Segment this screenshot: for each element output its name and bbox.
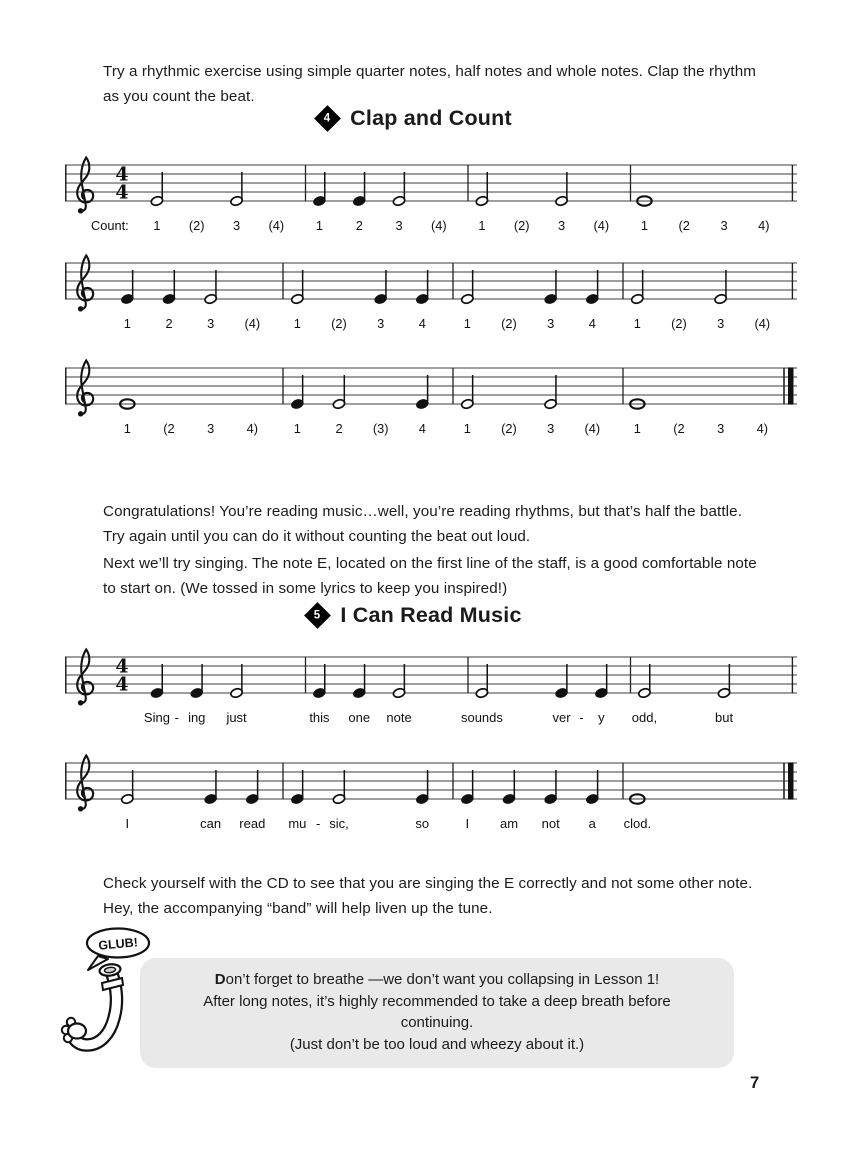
count-label: (2 [673, 421, 685, 436]
staff-clap-count-2 [65, 248, 797, 340]
half-note [475, 172, 489, 207]
count-label: (4) [584, 421, 601, 436]
quarter-note [246, 770, 260, 805]
count-label: 1 [633, 316, 641, 331]
speech-bubble [87, 929, 149, 971]
next-singing-paragraph: Next we’ll try singing. The note E, located on the first line of the staff, is a good comfortable note to start on. (We tossed in some lyrics to keep you inspired!) [103, 555, 757, 598]
count-label: 4 [418, 316, 426, 331]
count-label: (3) [372, 421, 389, 436]
count-label: 1 [123, 316, 131, 331]
quarter-note [586, 770, 600, 805]
half-note [717, 664, 731, 699]
half-note [332, 770, 346, 805]
count-label: 1 [640, 218, 648, 233]
half-note [291, 270, 305, 305]
quarter-note [416, 375, 430, 410]
count-label: (4) [268, 218, 285, 233]
count-label: 1 [153, 218, 161, 233]
quarter-note [416, 770, 430, 805]
quarter-note [352, 664, 366, 699]
count-label: 3 [547, 421, 555, 436]
treble-clef-icon [77, 361, 93, 417]
half-note [461, 375, 475, 410]
quarter-note [291, 770, 305, 805]
exercise-4-heading [0, 106, 847, 131]
quarter-note [544, 770, 558, 805]
half-note [555, 172, 569, 207]
count-label: 1 [633, 421, 641, 436]
half-note [230, 664, 244, 699]
lyric: - [579, 710, 584, 725]
breathe-tip-box [140, 958, 734, 1068]
count-label: 4) [758, 218, 770, 233]
count-label: (2) [513, 218, 530, 233]
lyric: mu [288, 816, 307, 831]
count-label: 3 [207, 421, 215, 436]
tip-line-3: (Just don’t be too loud and wheezy about it.) [289, 1035, 585, 1053]
count-label: (4) [431, 218, 447, 233]
music-staff-svg-2 [65, 248, 797, 340]
count-label: 3 [717, 421, 725, 436]
exercise-4-diamond-badge [314, 105, 341, 132]
count-label: 3 [717, 316, 725, 331]
half-note [230, 172, 244, 207]
count-label: 1 [293, 316, 301, 331]
lyric: one [348, 710, 371, 725]
tip-line-1 [166, 969, 708, 991]
count-label: 1 [123, 421, 131, 436]
count-label: 2 [165, 316, 173, 331]
half-note [461, 270, 475, 305]
check-cd-paragraph: Check yourself with the CD to see that you are singing the E correctly and not some other note. Hey, the accompanying “band” will help liven up the tune. [103, 875, 753, 918]
quarter-note [555, 664, 569, 699]
count-label: (4) [593, 218, 610, 233]
quarter-note [544, 270, 558, 305]
lyric: so [415, 816, 430, 831]
count-label: 3 [377, 316, 385, 331]
half-note [392, 172, 406, 207]
quarter-note [150, 664, 164, 699]
tip-line-1-text: on’t forget to breathe —we don’t want you collapsing in Lesson 1! [225, 971, 660, 988]
lyric: - [316, 816, 321, 831]
quarter-note [291, 375, 305, 410]
lyric: not [541, 816, 560, 831]
time-signature-top: 4 [115, 163, 129, 186]
tip-line-2: After long notes, it’s highly recommended to take a deep breath before continuing. [203, 992, 671, 1031]
lyric: I [465, 816, 470, 831]
quarter-note [352, 172, 366, 207]
lyric: ver [552, 710, 571, 725]
lyric: a [588, 816, 596, 831]
page-number: 7 [750, 1074, 760, 1092]
half-note [392, 664, 406, 699]
exercise-5-number: 5 [314, 609, 322, 622]
time-signature-top: 4 [115, 655, 129, 678]
time-signature-bottom: 4 [115, 673, 129, 696]
half-note [631, 270, 645, 305]
lyric: note [386, 710, 412, 725]
quarter-note [162, 270, 176, 305]
quarter-note [374, 270, 388, 305]
lyric: sic, [329, 816, 349, 831]
lyric: sounds [460, 710, 503, 725]
lyric: can [200, 816, 222, 831]
treble-clef-icon [77, 756, 93, 812]
music-staff-svg-1 [65, 150, 797, 242]
count-label: 1 [463, 316, 471, 331]
count-label: (2 [163, 421, 175, 436]
count-label: 2 [355, 218, 363, 233]
half-note [638, 664, 652, 699]
half-note [475, 664, 489, 699]
quarter-note [121, 270, 135, 305]
count-label: 1 [293, 421, 301, 436]
bubble-text: GLUB! [97, 935, 139, 953]
half-note [204, 270, 218, 305]
quarter-note [502, 770, 516, 805]
lyric: odd, [631, 710, 658, 725]
count-label: 3 [720, 218, 728, 233]
count-label: (2) [501, 421, 517, 436]
lyric: this [309, 710, 330, 725]
music-staff-svg-5 [65, 748, 797, 840]
quarter-note [190, 664, 204, 699]
quarter-note [461, 770, 475, 805]
count-label: (2) [331, 316, 347, 331]
count-label: 3 [207, 316, 215, 331]
half-note [150, 172, 164, 207]
staff-clap-count-1 [65, 150, 797, 242]
lyric: am [499, 816, 519, 831]
exercise-5-diamond-badge [304, 602, 331, 629]
exercise-5-heading [0, 603, 847, 628]
count-label: 3 [233, 218, 241, 233]
half-note [121, 770, 135, 805]
count-label: 3 [558, 218, 566, 233]
quarter-note [204, 770, 218, 805]
music-staff-svg-3 [65, 353, 797, 445]
snorkel-icon [62, 963, 123, 1045]
half-note [332, 375, 346, 410]
quarter-note [416, 270, 430, 305]
lyric: y [598, 710, 605, 725]
quarter-note [595, 664, 609, 699]
count-prefix: Count: [91, 218, 129, 233]
tip-dropcap: D [214, 971, 226, 988]
staff-clap-count-3 [65, 353, 797, 445]
lyric: I [125, 816, 130, 831]
staff-read-music-1 [65, 642, 797, 734]
count-label: 4 [418, 421, 426, 436]
count-label: 4) [246, 421, 258, 436]
exercise-4-title: Clap and Count [350, 106, 512, 130]
exercise-5-title: I Can Read Music [340, 603, 522, 627]
time-signature-bottom: 4 [115, 181, 129, 204]
count-label: 4) [756, 421, 768, 436]
staff-read-music-2 [65, 748, 797, 840]
count-label: (4) [244, 316, 261, 331]
congrats-paragraph: Congratulations! You’re reading music…well, you’re reading rhythms, but that’s half the battle. Try again until you can do it without counting the beat out loud. [103, 503, 743, 546]
quarter-note [313, 664, 327, 699]
music-staff-svg-4 [65, 642, 797, 734]
lyric: Sing [143, 710, 170, 725]
intro-paragraph: Try a rhythmic exercise using simple quarter notes, half notes and whole notes. Clap the rhythm as you count the beat. [103, 63, 757, 106]
lyric: just [226, 710, 247, 725]
treble-clef-icon [77, 158, 93, 214]
count-label: 1 [478, 218, 486, 233]
treble-clef-icon [77, 256, 93, 312]
count-label: (2) [501, 316, 517, 331]
count-label: 1 [315, 218, 323, 233]
half-note [714, 270, 728, 305]
quarter-note [586, 270, 600, 305]
lyric: - [174, 710, 180, 725]
treble-clef-icon [77, 650, 93, 706]
count-label: (2) [671, 316, 687, 331]
exercise-4-number: 4 [324, 112, 331, 125]
count-label: (2) [188, 218, 205, 233]
count-label: 3 [395, 218, 403, 233]
final-barline [788, 762, 794, 799]
count-label: 2 [335, 421, 343, 436]
quarter-note [313, 172, 327, 207]
lyric: read [239, 816, 266, 831]
lyric: but [715, 710, 734, 725]
count-label: 4 [588, 316, 596, 331]
count-label: 1 [463, 421, 471, 436]
count-label: (4) [754, 316, 771, 331]
count-label: 3 [547, 316, 555, 331]
count-label: (2 [678, 218, 690, 233]
lyric: clod. [623, 816, 652, 831]
half-note [544, 375, 558, 410]
final-barline [788, 367, 794, 404]
lyric: ing [188, 710, 206, 725]
